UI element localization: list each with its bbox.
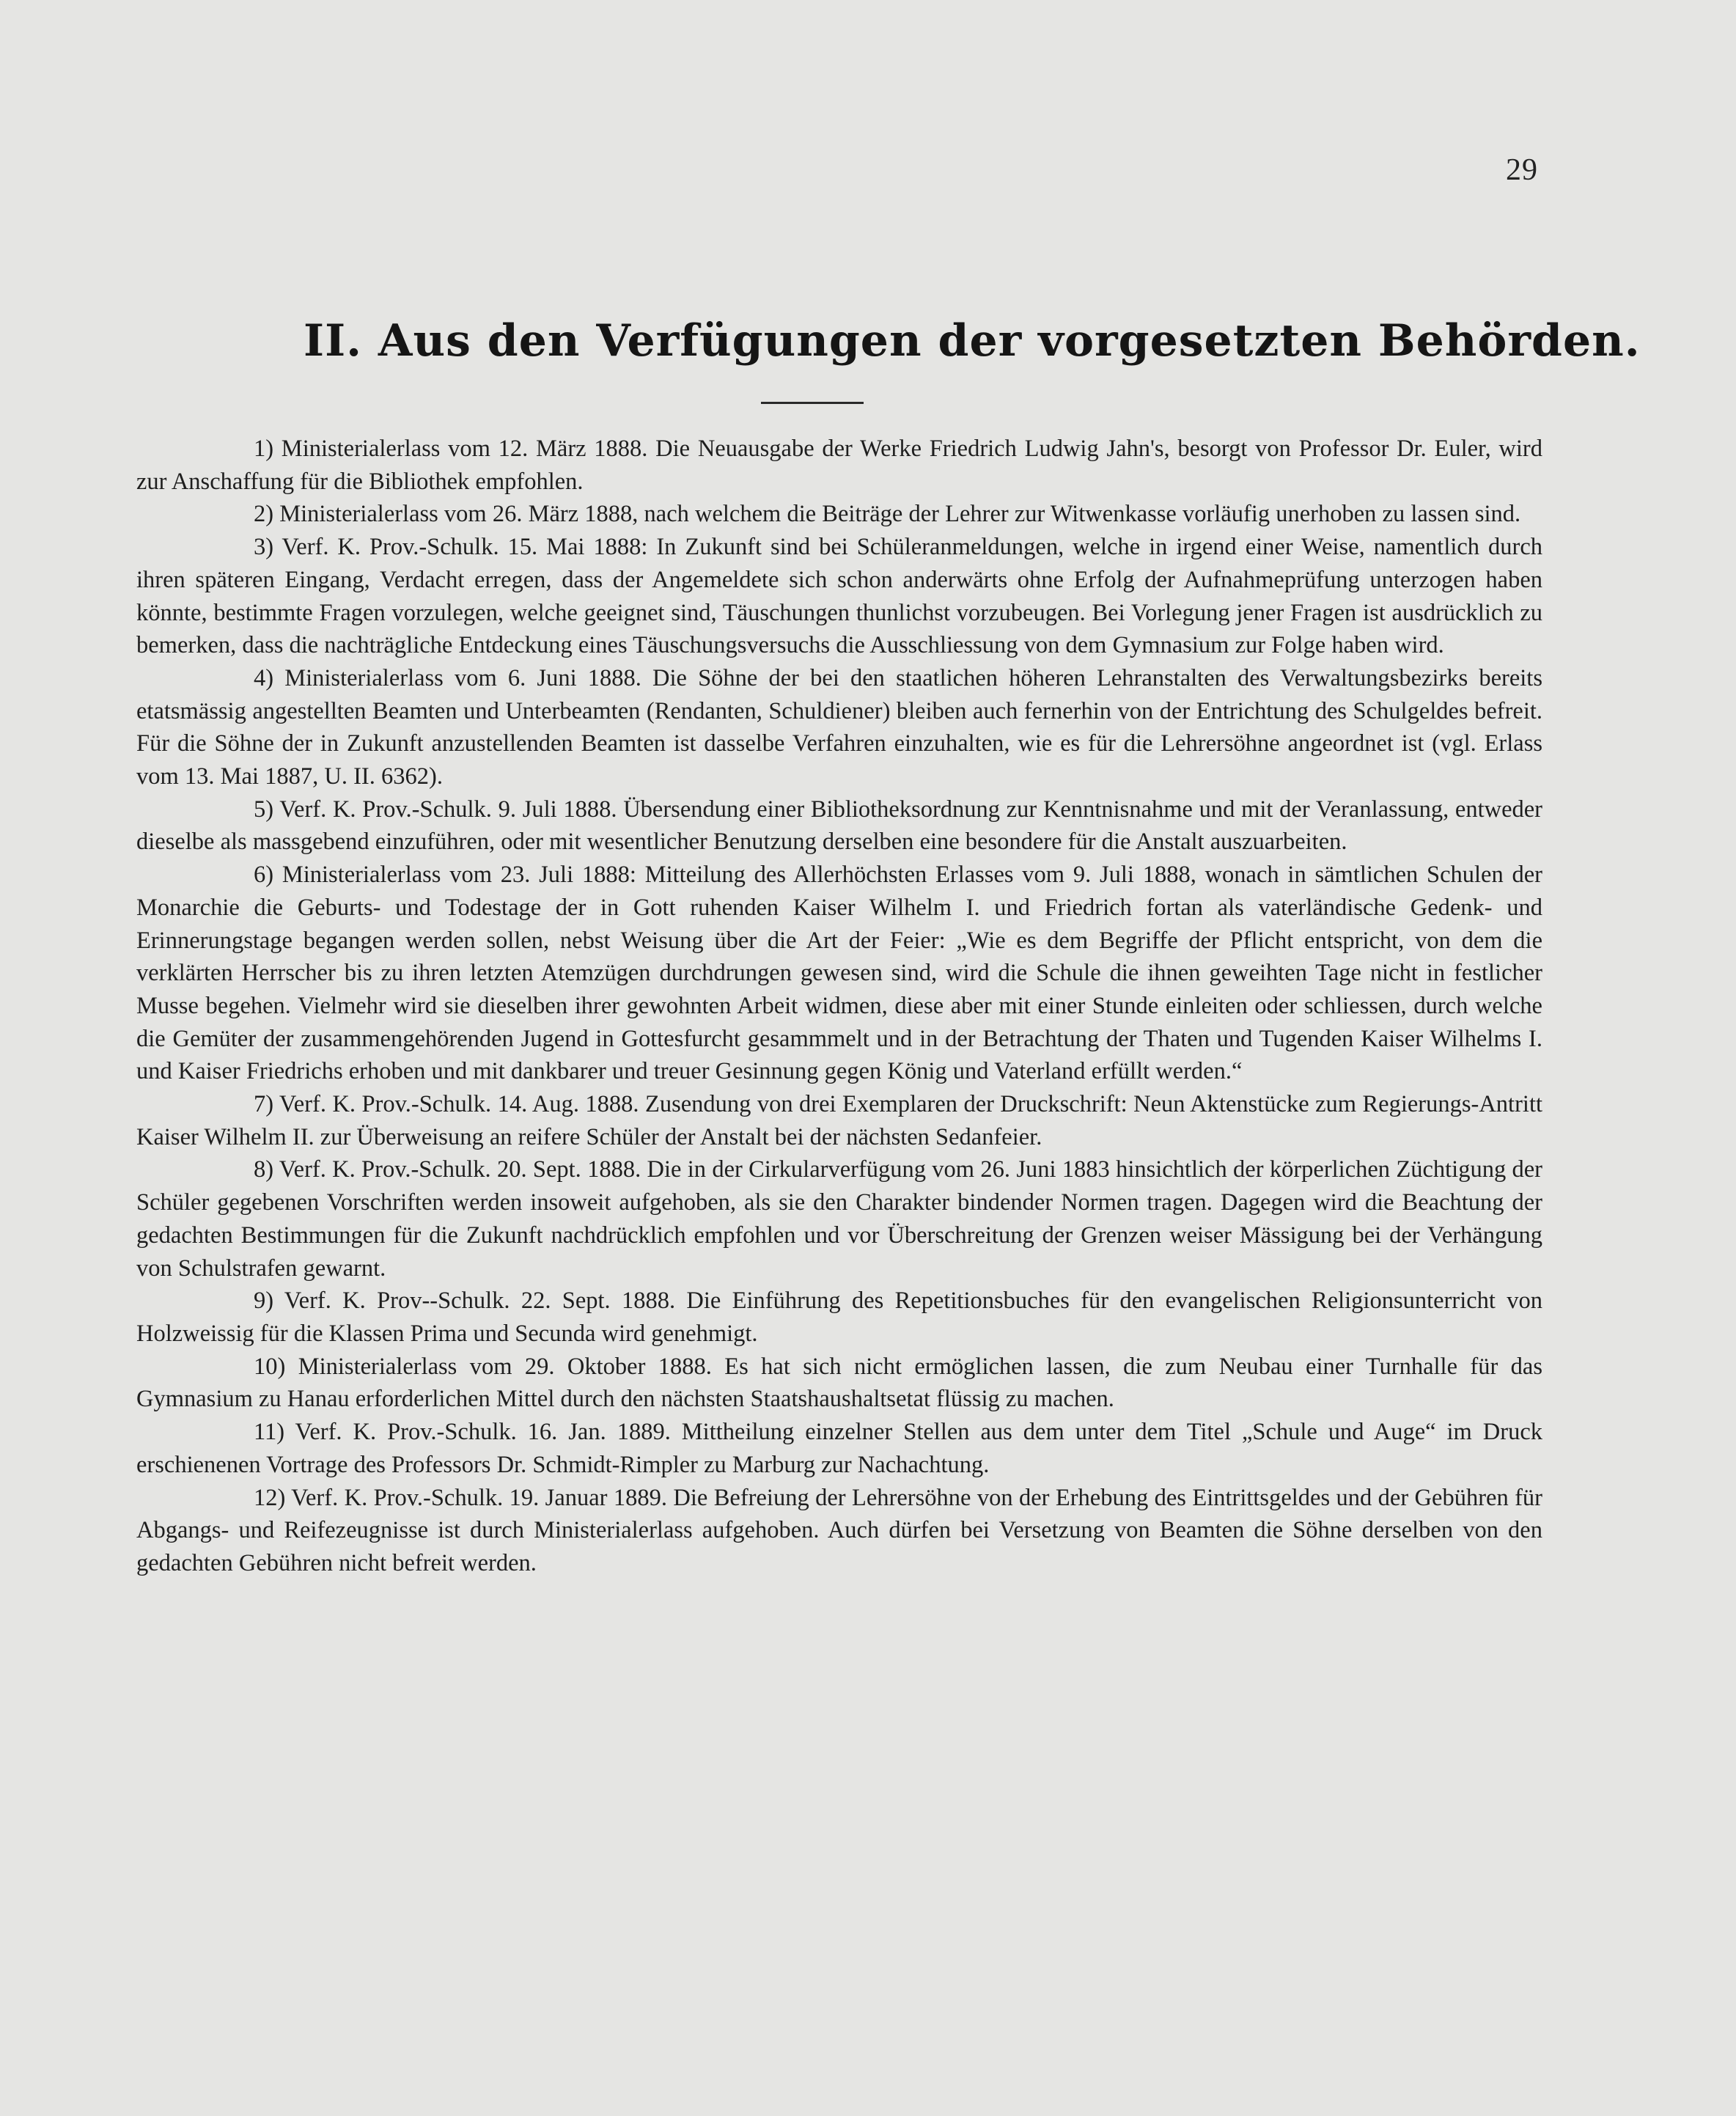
decree-entry-3: 3) Verf. K. Prov.-Schulk. 15. Mai 1888: In Zukunft sind bei Schüleranmeldungen, welche in irgend einer Weise, namentlich durch ihren späteren Eingang, Verdacht erregen, dass der Angemeldete sich schon anderwärts ohne Erfolg der Aufnahmeprüfung unterzogen haben könnte, bestimmte Fragen vorzulegen, welche geeignet sind, Täuschungen thunlichst vorzubeugen. Bei Vorlegung jener Fragen ist ausdrücklich zu bemerken, dass die nachträgliche Entdeckung eines Täuschungsversuchs die Ausschliessung von dem Gymnasium zur Folge haben wird. [136, 534, 1542, 659]
decree-entry-6: 6) Ministerialerlass vom 23. Juli 1888: Mitteilung des Allerhöchsten Erlasses vom 9. Juli 1888, wonach in sämtlichen Schulen der Monarchie die Geburts- und Todestage der in Gott ruhenden Kaiser Wilhelm I. und Friedrich fortan als vaterländische Gedenk- und Erinnerungstage begangen werden sollen, nebst Weisung über die Art der Feier: „Wie es dem Begriffe der Pflicht entspricht, von dem die verklärten Herrscher bis zu ihren letzten Atemzügen durchdrungen gewesen sind, wird die Schule die ihnen geweihten Tage nicht in festlicher Musse begehen. Vielmehr wird sie dieselben ihrer gewohnten Arbeit widmen, diese aber mit einer Stunde einleiten oder schliessen, durch welche die Gemüter der zusammengehörenden Jugend in Gottesfurcht gesammmelt und in der Betrachtung der Thaten und Tugenden Kaiser Wilhelms I. und Kaiser Friedrichs erhoben und mit dankbarer und treuer Gesinnung gegen König und Vaterland erfüllt werden.“ [136, 862, 1542, 1085]
heading-divider [761, 402, 864, 404]
decree-entry-9: 9) Verf. K. Prov--Schulk. 22. Sept. 1888. Die Einführung des Repetitionsbuches für den evangelischen Religionsunterricht von Holzweissig für die Klassen Prima und Secunda wird genehmigt. [136, 1287, 1542, 1347]
section-heading: II. Aus den Verfügungen der vorgesetzten Behörden. [304, 315, 1641, 367]
decree-entry-2: 2) Ministerialerlass vom 26. März 1888, nach welchem die Beiträge der Lehrer zur Witwenkasse vorläufig unerhoben zu lassen sind. [254, 501, 1521, 528]
decree-entry-1: 1) Ministerialerlass vom 12. März 1888. Die Neuausgabe der Werke Friedrich Ludwig Jahn's, besorgt von Professor Dr. Euler, wird zur Anschaffung für die Bibliothek empfohlen. [136, 436, 1542, 495]
decree-entry-8: 8) Verf. K. Prov.-Schulk. 20. Sept. 1888. Die in der Cirkularverfügung vom 26. Juni 1883 hinsichtlich der körperlichen Züchtigung der Schüler gegebenen Vorschriften werden insoweit aufgehoben, als sie den Charakter bindender Normen tragen. Dagegen wird die Beachtung der gedachten Bestimmungen für die Zukunft nachdrücklich empfohlen und vor Überschreitung der Grenzen weiser Mässigung bei der Verhängung von Schulstrafen gewarnt. [136, 1156, 1542, 1282]
page-number: 29 [1506, 153, 1538, 187]
decree-entry-7: 7) Verf. K. Prov.-Schulk. 14. Aug. 1888. Zusendung von drei Exemplaren der Druckschrift: Neun Aktenstücke zum Regierungs-Antritt Kaiser Wilhelm II. zur Überweisung an reifere Schüler der Anstalt bei der nächsten Sedanfeier. [136, 1091, 1542, 1150]
decree-entry-10: 10) Ministerialerlass vom 29. Oktober 1888. Es hat sich nicht ermöglichen lassen, die zum Neubau einer Turnhalle für das Gymnasium zu Hanau erforderlichen Mittel durch den nächsten Staatshaushaltsetat flüssig zu machen. [136, 1353, 1542, 1413]
decree-entry-12: 12) Verf. K. Prov.-Schulk. 19. Januar 1889. Die Befreiung der Lehrersöhne von der Erhebung des Eintrittsgeldes und der Gebühren für Abgangs- und Reifezeugnisse ist durch Ministerialerlass aufgehoben. Auch dürfen bei Versetzung von Beamten die Söhne derselben von den gedachten Gebühren nicht befreit werden. [136, 1484, 1542, 1576]
decree-entry-5: 5) Verf. K. Prov.-Schulk. 9. Juli 1888. Übersendung einer Bibliotheksordnung zur Kenntnisnahme und mit der Veranlassung, entweder dieselbe als massgebend einzuführen, oder mit wesentlicher Benutzung derselben eine besondere für die Anstalt auszuarbeiten. [136, 796, 1542, 856]
decree-entry-4: 4) Ministerialerlass vom 6. Juni 1888. Die Söhne der bei den staatlichen höheren Lehranstalten des Verwaltungsbezirks bereits etatsmässig angestellten Beamten und Unterbeamten (Rendanten, Schuldiener) bleiben auch fernerhin von der Entrichtung des Schulgeldes befreit. Für die Söhne der in Zukunft anzustellenden Beamten ist dasselbe Verfahren einzuhalten, wie es für die Lehrersöhne angeordnet ist (vgl. Erlass vom 13. Mai 1887, U. II. 6362). [136, 664, 1542, 790]
decree-entry-11: 11) Verf. K. Prov.-Schulk. 16. Jan. 1889. Mittheilung einzelner Stellen aus dem unter dem Titel „Schule und Auge“ im Druck erschienenen Vortrage des Professors Dr. Schmidt-Rimpler zu Marburg zur Nachachtung. [136, 1419, 1542, 1478]
decree-list [136, 433, 1542, 1580]
